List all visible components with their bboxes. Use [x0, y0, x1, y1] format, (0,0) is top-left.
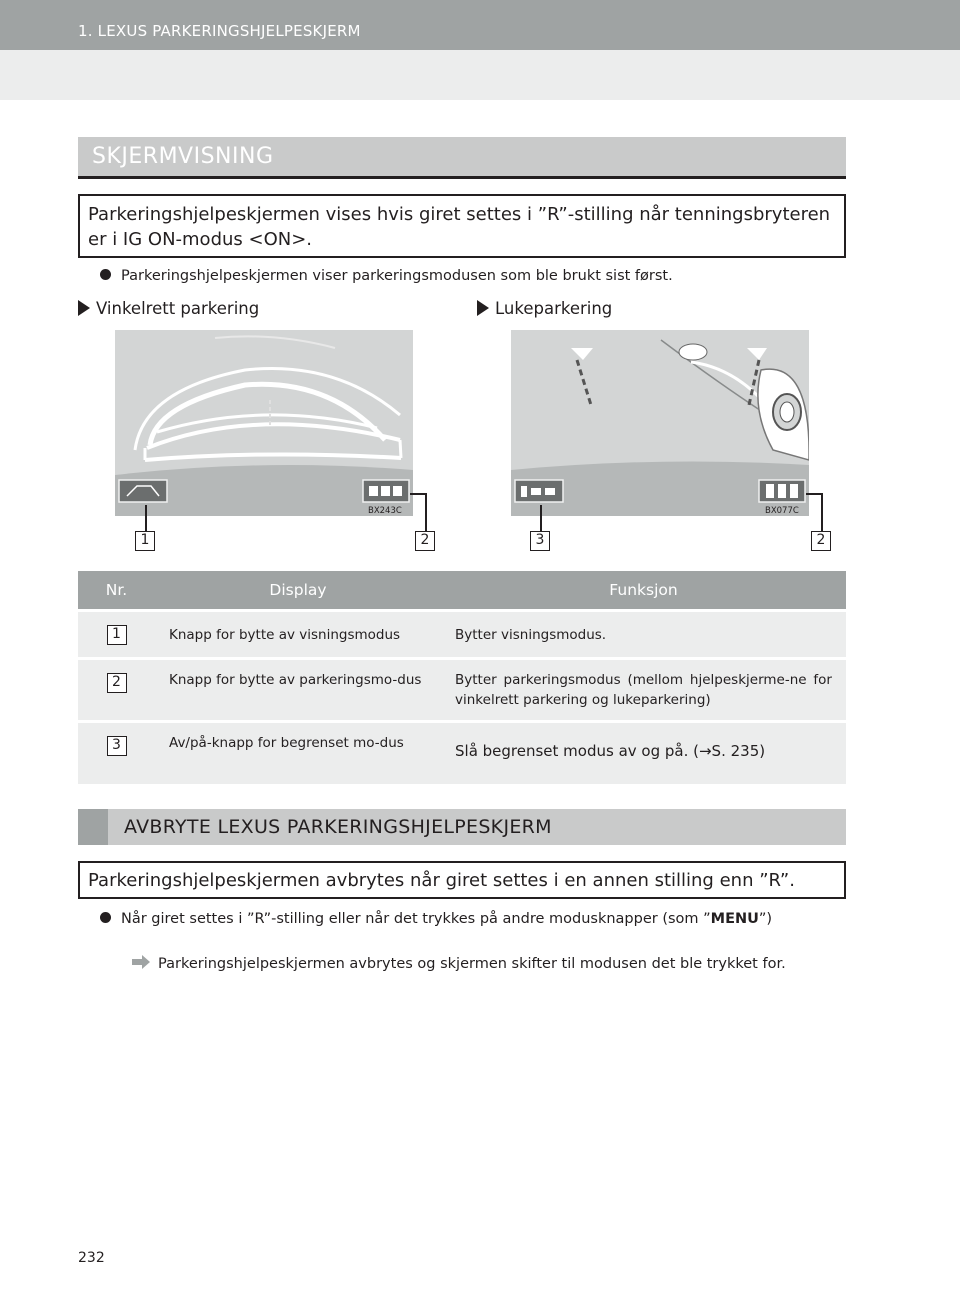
parallel-parking-illustration: [511, 330, 809, 516]
table-header-cell: Nr.: [78, 571, 155, 610]
info-box: Parkeringshjelpeskjermen avbrytes når giret settes i en annen stilling enn ”R”.: [78, 861, 846, 899]
table-cell-display: Knapp for bytte av parkeringsmo-dus: [155, 658, 441, 721]
table-cell-function: Slå begrenset modus av og på. (→S. 235): [441, 721, 846, 784]
callout-number: 3: [530, 531, 550, 551]
bullet-text: Når giret settes i ”R”-stilling eller når det trykkes på andre modusknapper (som ”: [121, 911, 711, 927]
parking-guide-illustration: [115, 330, 413, 516]
table-row: [78, 610, 846, 658]
page-number: 232: [78, 1250, 105, 1266]
figure-heading-right: Lukeparkering: [477, 299, 612, 318]
page-header-title: 1. LEXUS PARKERINGSHJELPESKJERM: [78, 22, 361, 40]
callout-number: 1: [135, 531, 155, 551]
leader-line: [145, 505, 147, 531]
section-title-bar: [78, 809, 846, 845]
table-row: [78, 721, 846, 784]
figure-code: BX243C: [368, 506, 402, 516]
table-cell-display: Knapp for bytte av visningsmodus: [155, 610, 441, 658]
bullet-dot-icon: [100, 269, 111, 280]
triangle-right-icon: [78, 300, 90, 316]
bullet-text-end: ”): [758, 911, 773, 927]
parking-screen-illustration-right: [511, 330, 809, 516]
function-table: [78, 571, 846, 784]
arrow-right-icon: [132, 955, 150, 969]
section-marker: [78, 809, 108, 845]
callout-number: 2: [811, 531, 831, 551]
table-cell-num: 3: [78, 721, 155, 784]
info-box: Parkeringshjelpeskjermen vises hvis giret settes i ”R”-stilling når tenningsbryteren er i IG ON-modus <ON>.: [78, 194, 846, 258]
table-cell-display: Av/på-knapp for begrenset mo-dus: [155, 721, 441, 784]
table-header-row: [78, 571, 846, 610]
result-item: [132, 954, 836, 975]
leader-line: [821, 493, 823, 531]
bullet-item: [100, 266, 836, 287]
table-cell-function: Bytter visningsmodus.: [441, 610, 846, 658]
leader-line: [806, 493, 822, 495]
leader-line: [425, 493, 427, 531]
leader-line: [410, 493, 426, 495]
figure-heading-left: Vinkelrett parkering: [78, 299, 259, 318]
section-title: SKJERMVISNING: [92, 144, 274, 169]
table-cell-num: 2: [78, 658, 155, 721]
section-title: AVBRYTE LEXUS PARKERINGSHJELPESKJERM: [124, 816, 552, 838]
bullet-dot-icon: [100, 912, 111, 923]
bullet-item: [100, 909, 836, 930]
table-row: [78, 658, 846, 721]
menu-keyword: MENU: [710, 911, 759, 927]
table-header-cell: Funksjon: [441, 571, 846, 610]
figure-code: BX077C: [765, 506, 799, 516]
table-header-cell: Display: [155, 571, 441, 610]
leader-line: [540, 505, 542, 531]
triangle-right-icon: [477, 300, 489, 316]
table-cell-function: Bytter parkeringsmodus (mellom hjelpeskjerme-ne for vinkelrett parkering og lukeparkering): [441, 658, 846, 721]
result-text: Parkeringshjelpeskjermen avbrytes og skjermen skifter til modusen det ble trykket for.: [158, 956, 786, 972]
header-subband: [0, 50, 960, 100]
parking-screen-illustration-left: [115, 330, 413, 516]
callout-number: 2: [415, 531, 435, 551]
bullet-text: Parkeringshjelpeskjermen viser parkeringsmodusen som ble brukt sist først.: [121, 268, 673, 284]
section-title-bar: [78, 137, 846, 179]
table-cell-num: 1: [78, 610, 155, 658]
